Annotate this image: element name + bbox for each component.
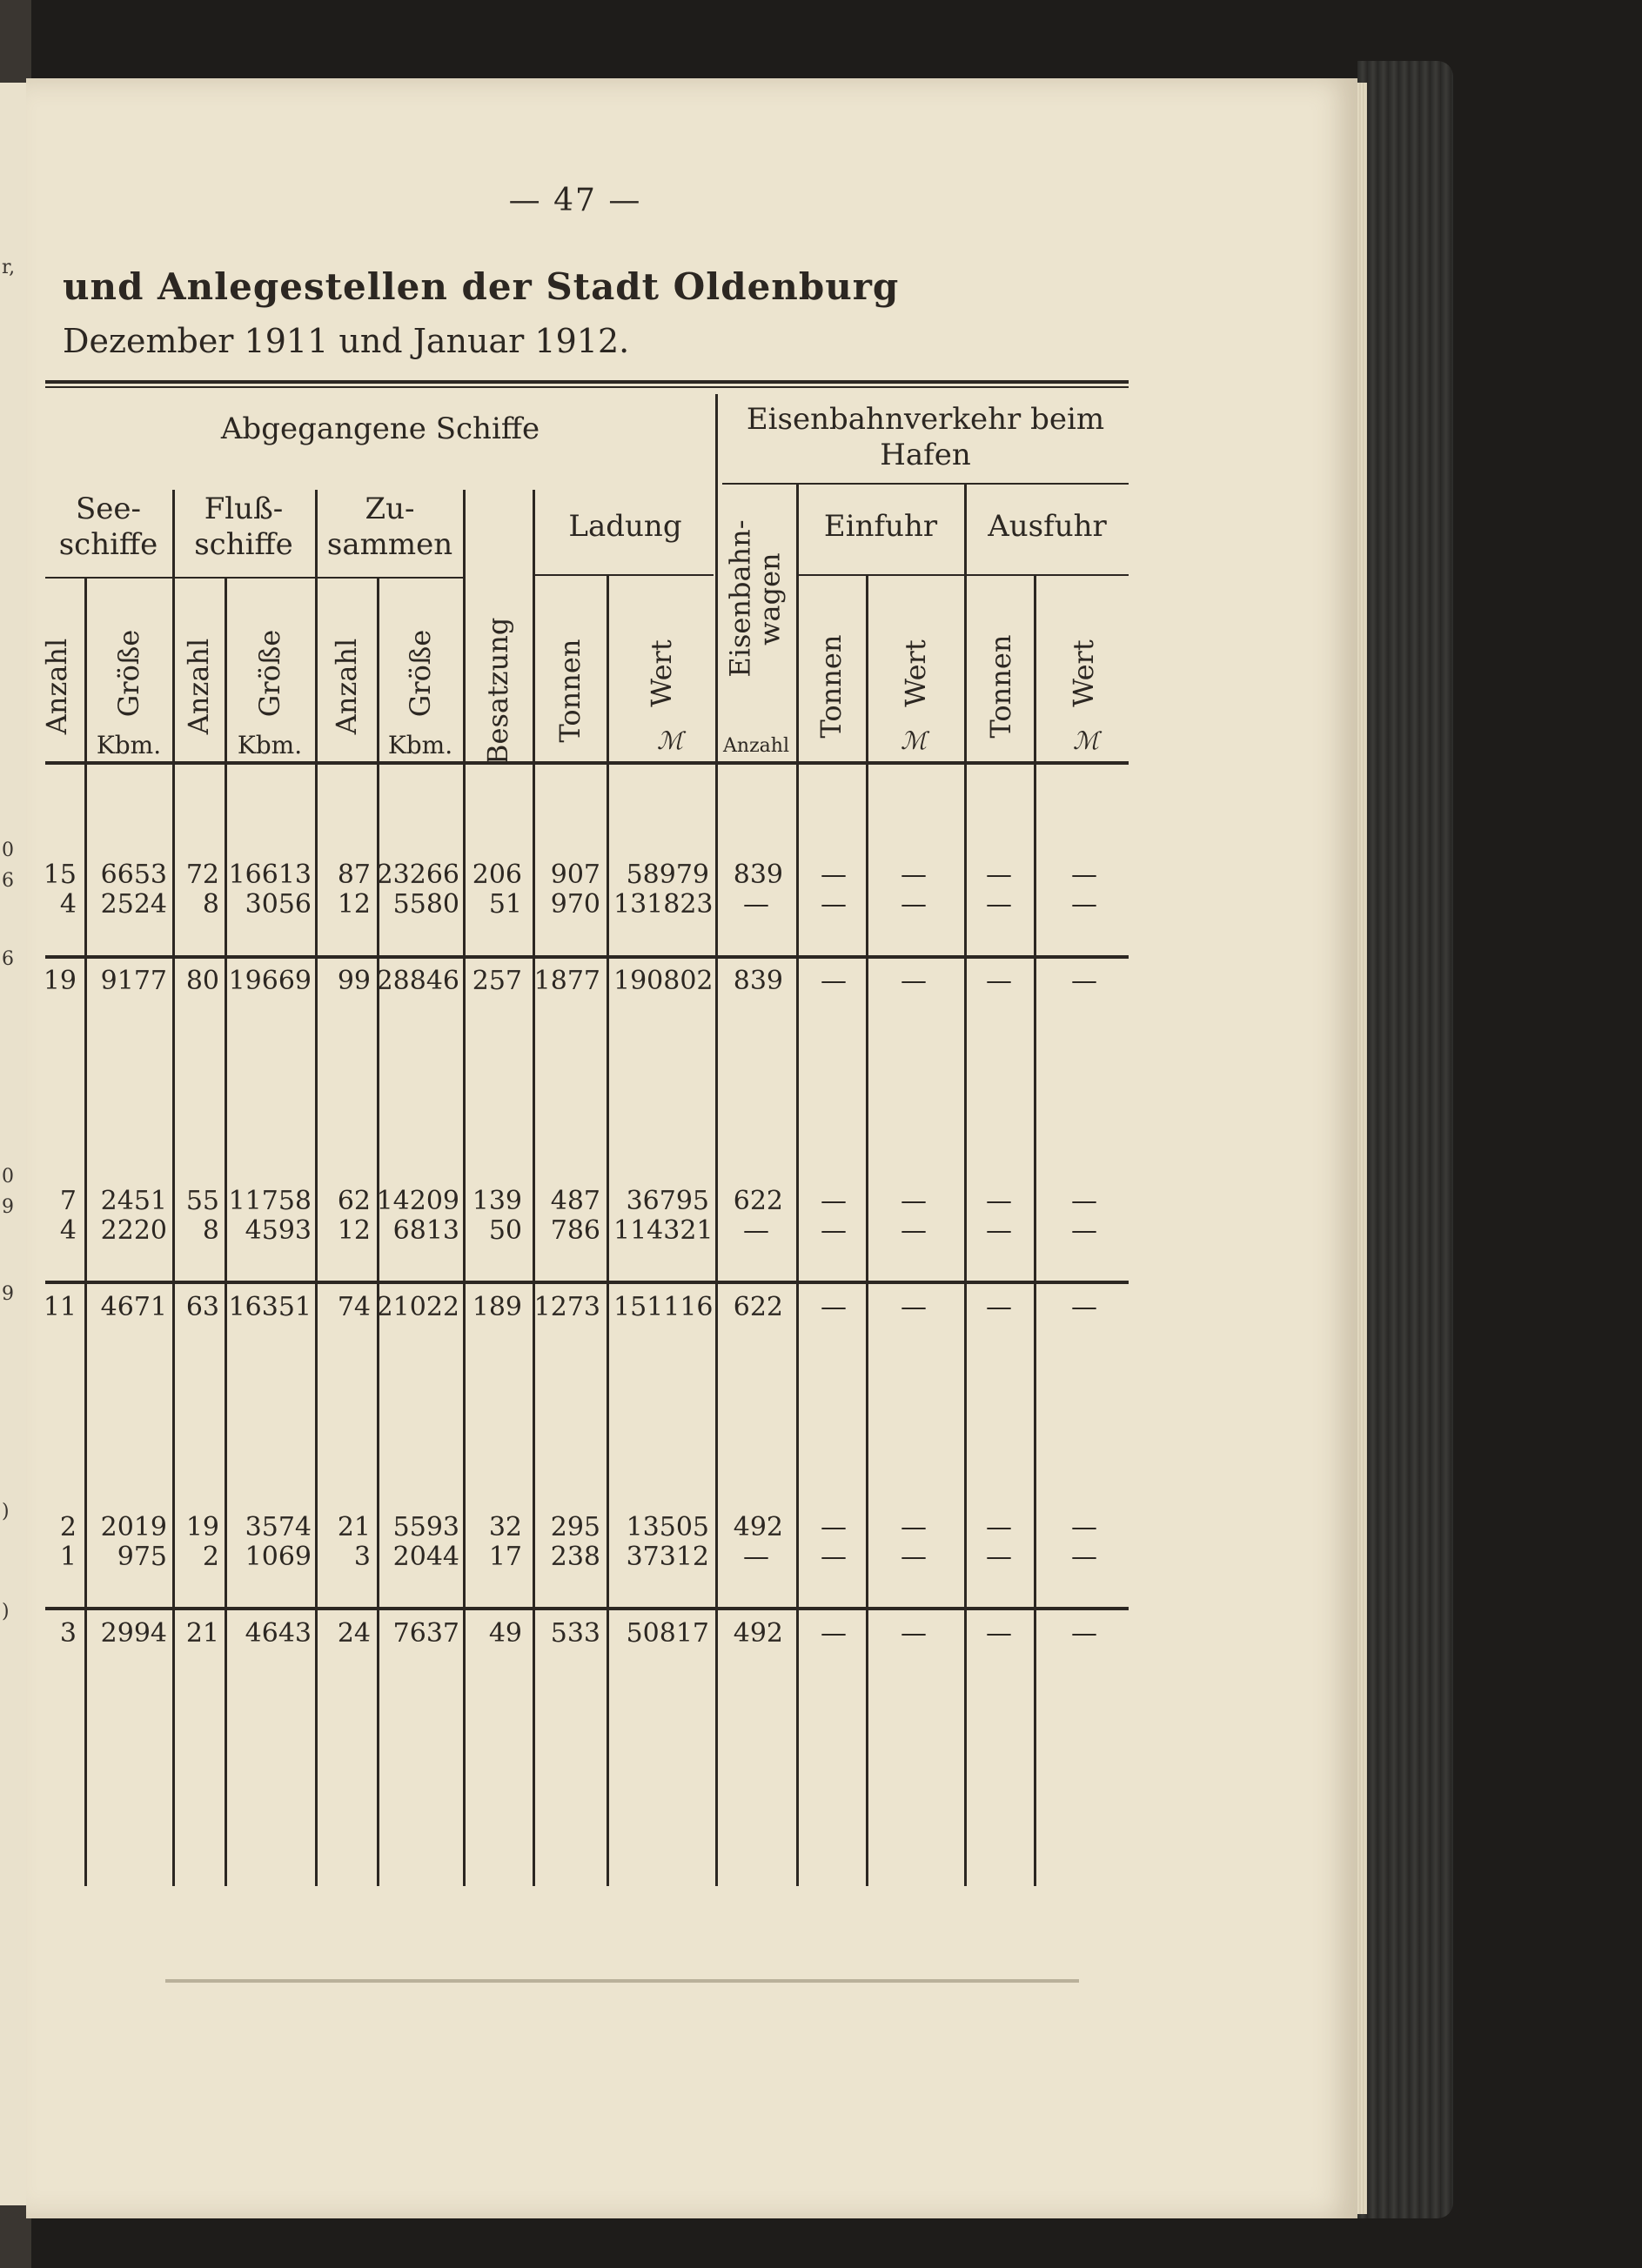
header-rule-eisenbahn bbox=[722, 483, 1129, 485]
table-cell: 151116 bbox=[613, 1292, 714, 1322]
table-cell: 839 bbox=[733, 860, 783, 890]
table-cell: 99 bbox=[337, 966, 371, 996]
table-cell: 16351 bbox=[228, 1292, 312, 1322]
table-cell: — bbox=[821, 889, 847, 920]
header-zusammen: Zu- sammen bbox=[326, 492, 453, 562]
header-eisenbahnverkehr: Eisenbahnverkehr beim Hafen bbox=[746, 402, 1105, 472]
table-cell: 970 bbox=[550, 889, 600, 920]
table-cell: — bbox=[901, 1512, 927, 1542]
table-cell: 622 bbox=[733, 1292, 783, 1322]
table-cell: 7 bbox=[59, 1186, 77, 1216]
table-cell: — bbox=[821, 860, 847, 890]
table-cell: — bbox=[1071, 1618, 1097, 1649]
table-cell: — bbox=[986, 860, 1012, 890]
table-cell: 139 bbox=[472, 1186, 522, 1216]
table-cell: 533 bbox=[550, 1618, 600, 1649]
table-cell: 15 bbox=[43, 860, 77, 890]
table-cell: — bbox=[986, 1186, 1012, 1216]
table-cell: — bbox=[1071, 860, 1097, 890]
table-cell: 80 bbox=[185, 966, 219, 996]
table-cell: 19 bbox=[43, 966, 77, 996]
table-cell: 8 bbox=[202, 889, 219, 920]
table-cell: 49 bbox=[488, 1618, 522, 1649]
table-cell: 3056 bbox=[245, 889, 312, 920]
table-top-rule bbox=[45, 380, 1129, 384]
table-cell: 3574 bbox=[245, 1512, 312, 1542]
margin-fragment: 0 bbox=[2, 1166, 14, 1188]
unit-kbm: Kbm. bbox=[96, 731, 162, 759]
table-cell: — bbox=[986, 889, 1012, 920]
table-cell: — bbox=[901, 1215, 927, 1246]
table-cell: 24 bbox=[337, 1618, 371, 1649]
table-cell: — bbox=[743, 889, 769, 920]
table-cell: — bbox=[821, 1542, 847, 1572]
table-cell: 2220 bbox=[100, 1215, 167, 1246]
table-cell: 2044 bbox=[392, 1542, 459, 1572]
table-cell: — bbox=[901, 1542, 927, 1572]
table-cell: — bbox=[821, 1186, 847, 1216]
table-cell: 50 bbox=[488, 1215, 522, 1246]
table-cell: 5593 bbox=[392, 1512, 459, 1542]
unit-anzahl: Anzahl bbox=[723, 735, 789, 757]
table-cell: 2 bbox=[59, 1512, 77, 1542]
margin-fragment: 6 bbox=[2, 870, 14, 892]
unit-kbm: Kbm. bbox=[387, 731, 453, 759]
table-cell: 72 bbox=[185, 860, 219, 890]
table-cell: — bbox=[1071, 1292, 1097, 1322]
margin-fragment: 0 bbox=[2, 840, 14, 861]
table-cell: 16613 bbox=[228, 860, 312, 890]
table-cell: — bbox=[821, 1292, 847, 1322]
table-cell: 21 bbox=[185, 1618, 219, 1649]
header-flussschiffe: Fluß- schiffe bbox=[194, 492, 293, 562]
table-cell: 11 bbox=[43, 1292, 77, 1322]
col-line bbox=[866, 574, 868, 1886]
table-cell: 21022 bbox=[376, 1292, 459, 1322]
table-cell: 7637 bbox=[392, 1618, 459, 1649]
table-cell: 19 bbox=[185, 1512, 219, 1542]
table-cell: 257 bbox=[472, 966, 522, 996]
margin-fragment: 9 bbox=[2, 1196, 14, 1218]
table-cell: — bbox=[901, 889, 927, 920]
table-cell: 907 bbox=[550, 860, 600, 890]
col-header-anzahl: Anzahl bbox=[330, 638, 363, 735]
table-cell: 4 bbox=[59, 889, 77, 920]
table-cell: — bbox=[986, 1618, 1012, 1649]
table-cell: — bbox=[986, 1542, 1012, 1572]
table-cell: 11758 bbox=[228, 1186, 312, 1216]
table-cell: 1 bbox=[59, 1542, 77, 1572]
table-cell: 36795 bbox=[626, 1186, 709, 1216]
header-rule-ladung bbox=[535, 574, 714, 576]
page-subtitle: Dezember 1911 und Januar 1912. bbox=[63, 322, 630, 360]
table-cell: 2 bbox=[202, 1542, 219, 1572]
table-cell: 19669 bbox=[228, 966, 312, 996]
table-cell: — bbox=[1071, 1512, 1097, 1542]
col-header-wert: Wert bbox=[645, 639, 678, 707]
margin-fragment: 6 bbox=[2, 948, 14, 970]
col-header-groesse: Größe bbox=[253, 629, 286, 718]
table-cell: 23266 bbox=[376, 860, 459, 890]
page-number: — 47 — bbox=[508, 183, 642, 218]
col-header-tonnen: Tonnen bbox=[984, 634, 1017, 739]
table-cell: — bbox=[821, 1215, 847, 1246]
col-header-wert: Wert bbox=[899, 639, 932, 707]
table-cell: 9177 bbox=[100, 966, 167, 996]
table-cell: — bbox=[821, 966, 847, 996]
header-abgegangene: Abgegangene Schiffe bbox=[220, 411, 540, 446]
table-cell: 295 bbox=[550, 1512, 600, 1542]
col-line bbox=[715, 394, 718, 1886]
header-ausfuhr: Ausfuhr bbox=[988, 509, 1107, 544]
table-cell: 622 bbox=[733, 1186, 783, 1216]
table-cell: — bbox=[1071, 1542, 1097, 1572]
unit-mark: ℳ bbox=[901, 726, 927, 755]
unit-mark: ℳ bbox=[657, 726, 683, 755]
header-rule-ships bbox=[45, 577, 463, 579]
table-cell: 5580 bbox=[392, 889, 459, 920]
footer-rule bbox=[165, 1979, 1079, 1983]
col-header-anzahl: Anzahl bbox=[40, 638, 73, 735]
table-cell: 62 bbox=[337, 1186, 371, 1216]
table-cell: — bbox=[821, 1512, 847, 1542]
col-line bbox=[1034, 574, 1036, 1886]
table-cell: — bbox=[1071, 1186, 1097, 1216]
table-cell: 4593 bbox=[245, 1215, 312, 1246]
col-header-groesse: Größe bbox=[112, 629, 145, 718]
table-cell: 114321 bbox=[613, 1215, 714, 1246]
header-seeschiffe: See- schiffe bbox=[58, 492, 158, 562]
unit-mark: ℳ bbox=[1073, 726, 1099, 755]
col-line bbox=[796, 485, 799, 1886]
table-cell: 4671 bbox=[100, 1292, 167, 1322]
table-cell: 4 bbox=[59, 1215, 77, 1246]
table-cell: — bbox=[986, 1512, 1012, 1542]
table-cell: 58979 bbox=[626, 860, 709, 890]
table-cell: 487 bbox=[550, 1186, 600, 1216]
table-cell: 6813 bbox=[392, 1215, 459, 1246]
table-cell: 1877 bbox=[533, 966, 600, 996]
table-cell: 32 bbox=[488, 1512, 522, 1542]
margin-fragment: 9 bbox=[2, 1283, 14, 1305]
col-header-eisenbahnwagen: Eisenbahn- wagen bbox=[723, 519, 786, 678]
header-ladung: Ladung bbox=[568, 509, 682, 544]
table-cell: 14209 bbox=[376, 1186, 459, 1216]
table-cell: 190802 bbox=[613, 966, 714, 996]
table-cell: 2994 bbox=[100, 1618, 167, 1649]
margin-fragment: ) bbox=[2, 1501, 10, 1522]
table-cell: — bbox=[901, 1618, 927, 1649]
table-cell: — bbox=[901, 1292, 927, 1322]
table-cell: 1273 bbox=[533, 1292, 600, 1322]
col-header-tonnen: Tonnen bbox=[814, 634, 848, 739]
table-cell: — bbox=[901, 860, 927, 890]
book-spine bbox=[1357, 61, 1453, 2218]
table-cell: 28846 bbox=[376, 966, 459, 996]
table-cell: 50817 bbox=[626, 1618, 709, 1649]
unit-kbm: Kbm. bbox=[237, 731, 303, 759]
table-cell: 37312 bbox=[626, 1542, 709, 1572]
table-cell: 51 bbox=[488, 889, 522, 920]
table-cell: 12 bbox=[337, 1215, 371, 1246]
page-title: und Anlegestellen der Stadt Oldenburg bbox=[63, 265, 900, 308]
col-line bbox=[607, 574, 609, 1886]
col-header-tonnen: Tonnen bbox=[553, 639, 586, 743]
table-cell: 492 bbox=[733, 1512, 783, 1542]
table-cell: 12 bbox=[337, 889, 371, 920]
table-cell: 206 bbox=[472, 860, 522, 890]
table-cell: 6653 bbox=[100, 860, 167, 890]
table-cell: 13505 bbox=[626, 1512, 709, 1542]
table-cell: 55 bbox=[185, 1186, 219, 1216]
col-header-anzahl: Anzahl bbox=[182, 638, 215, 735]
table-cell: 238 bbox=[550, 1542, 600, 1572]
table-cell: 87 bbox=[337, 860, 371, 890]
table-cell: 975 bbox=[117, 1542, 167, 1572]
table-cell: 4643 bbox=[245, 1618, 312, 1649]
table-cell: — bbox=[743, 1542, 769, 1572]
table-cell: — bbox=[986, 1292, 1012, 1322]
table-cell: 2524 bbox=[100, 889, 167, 920]
table-cell: 8 bbox=[202, 1215, 219, 1246]
table-cell: 839 bbox=[733, 966, 783, 996]
table-cell: — bbox=[986, 966, 1012, 996]
col-header-groesse: Größe bbox=[404, 629, 437, 718]
table-cell: — bbox=[1071, 966, 1097, 996]
table-cell: — bbox=[986, 1215, 1012, 1246]
table-cell: 17 bbox=[488, 1542, 522, 1572]
table-cell: 63 bbox=[185, 1292, 219, 1322]
table-cell: — bbox=[901, 1186, 927, 1216]
table-top-rule-thin bbox=[45, 386, 1129, 388]
table-cell: 1069 bbox=[245, 1542, 312, 1572]
table-cell: — bbox=[901, 966, 927, 996]
table-cell: 3 bbox=[59, 1618, 77, 1649]
table-cell: 21 bbox=[337, 1512, 371, 1542]
margin-fragment: ) bbox=[2, 1601, 10, 1622]
margin-fragment: r, bbox=[2, 257, 16, 278]
table-cell: 2019 bbox=[100, 1512, 167, 1542]
col-header-wert: Wert bbox=[1067, 639, 1100, 707]
table-cell: — bbox=[1071, 1215, 1097, 1246]
table-cell: 131823 bbox=[613, 889, 714, 920]
table-cell: — bbox=[743, 1215, 769, 1246]
col-line bbox=[964, 485, 967, 1886]
table-cell: 3 bbox=[353, 1542, 371, 1572]
table-cell: 492 bbox=[733, 1618, 783, 1649]
table-cell: 74 bbox=[337, 1292, 371, 1322]
table-cell: 786 bbox=[550, 1215, 600, 1246]
table-cell: — bbox=[1071, 889, 1097, 920]
table-cell: 189 bbox=[472, 1292, 522, 1322]
previous-page-edge bbox=[0, 83, 26, 2205]
col-header-besatzung: Besatzung bbox=[481, 617, 514, 765]
header-einfuhr: Einfuhr bbox=[823, 509, 938, 544]
table-cell: 2451 bbox=[100, 1186, 167, 1216]
table-cell: — bbox=[821, 1618, 847, 1649]
header-rule-einausfuhr bbox=[796, 574, 1129, 576]
